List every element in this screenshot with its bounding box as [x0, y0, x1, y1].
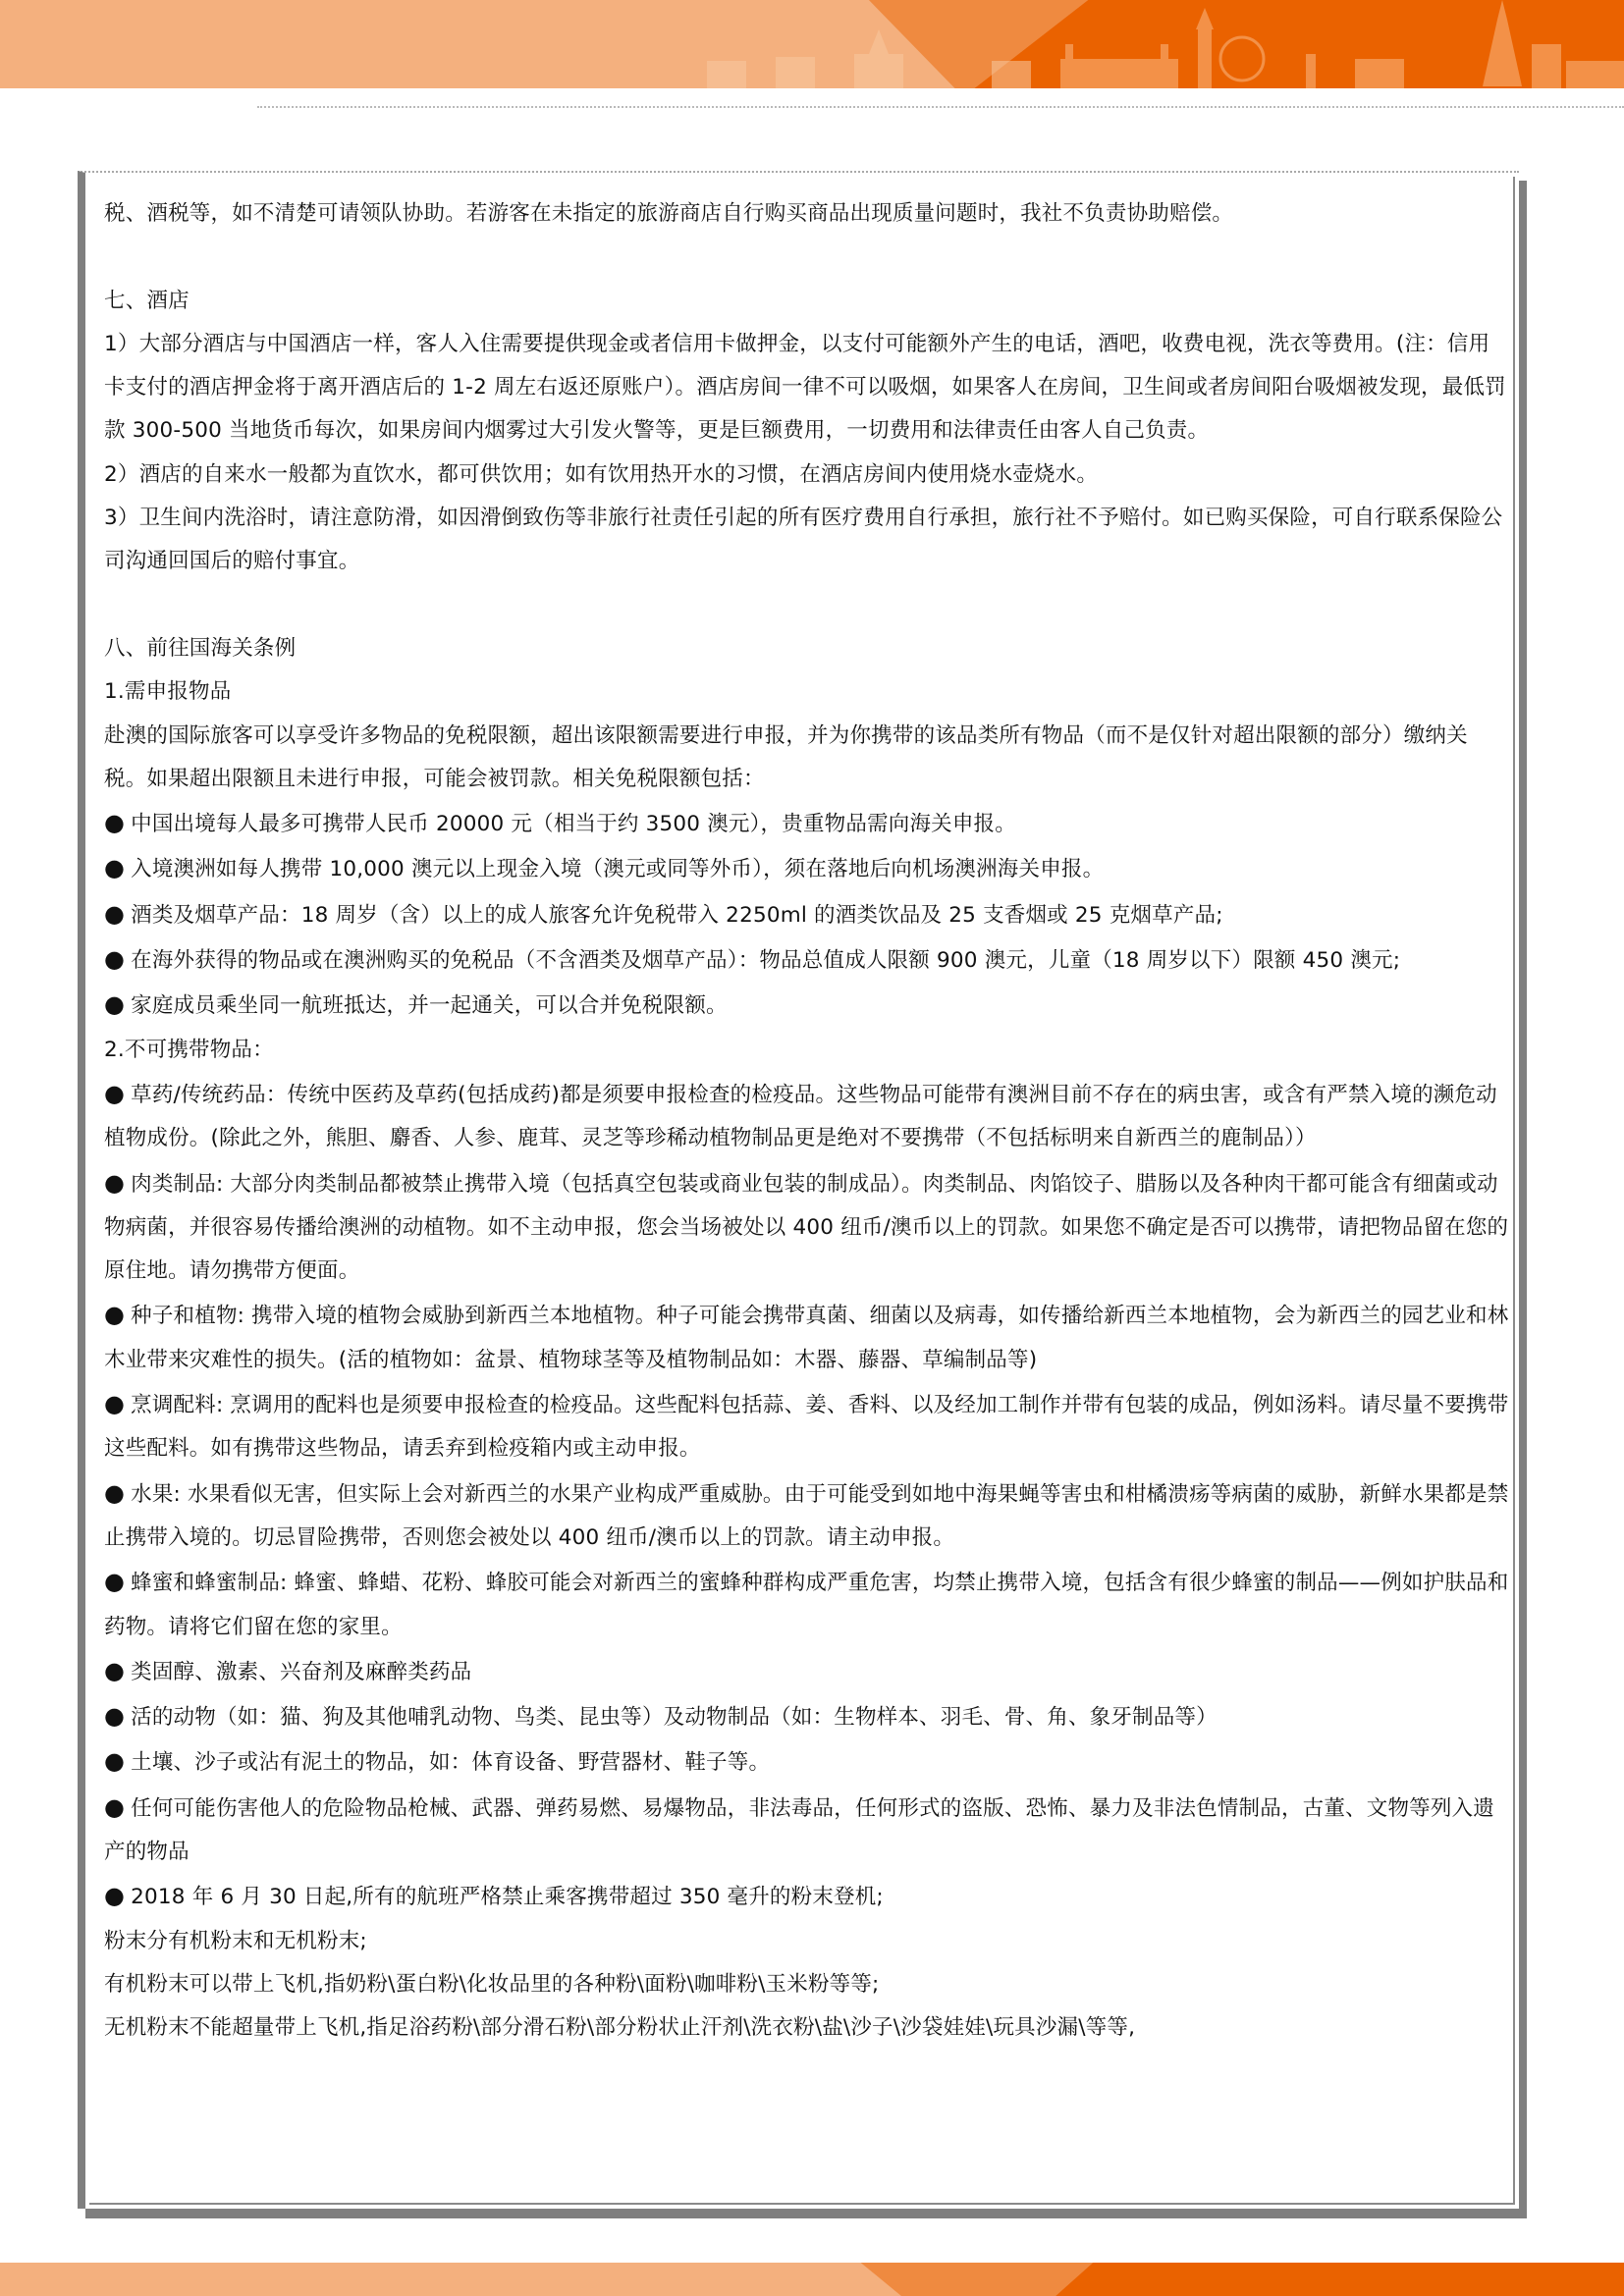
bullet-icon: ●: [104, 1478, 126, 1507]
line-text: 2）酒店的自来水一般都为直饮水，都可供饮用；如有饮用热开水的习惯，在酒店房间内使用烧水壶烧水。: [104, 461, 1099, 487]
line-text: 有机粉末可以带上飞机,指奶粉\蛋白粉\化妆品里的各种粉\面粉\咖啡粉\玉米粉等等;: [104, 1971, 880, 1997]
section-heading: [104, 280, 1510, 323]
bullet-icon: ●: [104, 809, 126, 837]
bullet-icon: ●: [104, 1656, 126, 1684]
bullet-item: [104, 1874, 1510, 1919]
line-text: 1.需申报物品: [104, 679, 232, 705]
bullet-icon: ●: [104, 1568, 126, 1596]
bullet-item: [104, 1739, 1510, 1785]
line-text: 中国出境每人最多可携带人民币 20000 元（相当于约 3500 澳元），贵重物品需向海关申报。: [131, 812, 1016, 837]
bullet-icon: ●: [104, 1747, 126, 1776]
bullet-item: [104, 983, 1510, 1028]
paragraph: [104, 670, 1510, 714]
header-banner: [0, 0, 1624, 88]
bullet-item: [104, 1161, 1510, 1294]
line-text: 土壤、沙子或沾有泥土的物品，如：体育设备、野营器材、鞋子等。: [131, 1750, 771, 1776]
bullet-item: [104, 1786, 1510, 1875]
section-heading: [104, 627, 1510, 670]
line-text: 肉类制品: 大部分肉类制品都被禁止携带入境（包括真空包装或商业包装的制成品）。肉类制品、肉馅饺子、腊肠以及各种肉干都可能含有细菌或动物病菌，并很容易传播给澳洲的动植物。如不主动申报，您会当场被处以 400 纽币/澳币以上的罚款。如果您不确定是否可以携带，请把物品留在您的原住地。请勿携带方便面。: [104, 1171, 1509, 1284]
bullet-icon: ●: [104, 1882, 126, 1910]
line-text: 家庭成员乘坐同一航班抵达，并一起通关，可以合并免税限额。: [131, 993, 728, 1019]
paragraph: [104, 1963, 1510, 2006]
line-text: 种子和植物: 携带入境的植物会威胁到新西兰本地植物。种子可能会携带真菌、细菌以及病毒，如传播给新西兰本地植物，会为新西兰的园艺业和林木业带来灾难性的损失。(活的植物如：盆景、植物球茎等及植物制品如：木器、藤器、草编制品等): [104, 1304, 1509, 1372]
line-text: 类固醇、激素、兴奋剂及麻醉类药品: [131, 1659, 472, 1684]
bullet-item: [104, 1694, 1510, 1739]
bullet-item: [104, 937, 1510, 983]
line-text: 税、酒税等，如不清楚可请领队协助。若游客在未指定的旅游商店自行购买商品出现质量问题时，我社不负责协助赔偿。: [104, 201, 1234, 226]
content-frame: [78, 171, 1519, 2209]
line-text: 无机粉末不能超量带上飞机,指足浴药粉\部分滑石粉\部分粉状止汗剂\洗衣粉\盐\沙子\沙袋娃娃\玩具沙漏\等等,: [104, 2015, 1136, 2041]
line-text: 任何可能伤害他人的危险物品枪械、武器、弹药易燃、易爆物品，非法毒品，任何形式的盗版、恐怖、暴力及非法色情制品，古董、文物等列入遗产的物品: [104, 1795, 1494, 1864]
line-text: 七、酒店: [104, 288, 189, 313]
footer-banner: [0, 2263, 1624, 2296]
line-text: 赴澳的国际旅客可以享受许多物品的免税限额，超出该限额需要进行申报，并为你携带的该品类所有物品（而不是仅针对超出限额的部分）缴纳关税。如果超出限额且未进行申报，可能会被罚款。相关免税限额包括：: [104, 722, 1468, 791]
bullet-icon: ●: [104, 854, 126, 882]
line-text: 粉末分有机粉末和无机粉末;: [104, 1928, 367, 1953]
bullet-item: [104, 1560, 1510, 1649]
city-skyline-icon: [0, 0, 1624, 88]
paragraph: [104, 192, 1510, 236]
bullet-icon: ●: [104, 899, 126, 928]
bullet-icon: ●: [104, 1168, 126, 1197]
footer-stripe-dark: [0, 2263, 1624, 2296]
bullet-icon: ●: [104, 1301, 126, 1329]
document-body: [104, 192, 1510, 2050]
paragraph: [104, 497, 1510, 584]
line-text: 八、前往国海关条例: [104, 635, 297, 661]
bullet-item: [104, 801, 1510, 846]
bullet-icon: ●: [104, 1390, 126, 1418]
line-text: 活的动物（如：猫、狗及其他哺乳动物、鸟类、昆虫等）及动物制品（如：生物样本、羽毛、骨、角、象牙制品等）: [131, 1705, 1218, 1731]
paragraph: [104, 715, 1510, 802]
paragraph: [104, 323, 1510, 454]
line-text: 2.不可携带物品：: [104, 1037, 274, 1062]
bullet-item: [104, 1471, 1510, 1561]
blank-line: [104, 236, 1510, 279]
bullet-icon: ●: [104, 945, 126, 974]
paragraph: [104, 454, 1510, 497]
bullet-item: [104, 846, 1510, 891]
bullet-icon: ●: [104, 990, 126, 1019]
line-text: 入境澳洲如每人携带 10,000 澳元以上现金入境（澳元或同等外币），须在落地后向机场澳洲海关申报。: [131, 857, 1105, 882]
bullet-icon: ●: [104, 1079, 126, 1107]
bullet-item: [104, 892, 1510, 937]
bullet-item: [104, 1072, 1510, 1161]
header-divider: [257, 106, 1624, 111]
bullet-item: [104, 1293, 1510, 1382]
line-text: 烹调配料: 烹调用的配料也是须要申报检查的检疫品。这些配料包括蒜、姜、香料、以及经加工制作并带有包装的成品，例如汤料。请尽量不要携带这些配料。如有携带这些物品，请丢弃到检疫箱内或主动申报。: [104, 1393, 1509, 1462]
line-text: 3）卫生间内洗浴时，请注意防滑，如因滑倒致伤等非旅行社责任引起的所有医疗费用自行承担，旅行社不予赔付。如已购买保险，可自行联系保险公司沟通回国后的赔付事宜。: [104, 506, 1503, 574]
line-text: 在海外获得的物品或在澳洲购买的免税品（不含酒类及烟草产品）：物品总值成人限额 900 澳元，儿童（18 周岁以下）限额 450 澳元;: [131, 948, 1401, 974]
paragraph: [104, 1029, 1510, 1072]
line-text: 1）大部分酒店与中国酒店一样，客人入住需要提供现金或者信用卡做押金，以支付可能额外产生的电话，酒吧，收费电视，洗衣等费用。(注：信用卡支付的酒店押金将于离开酒店后的 1-2 周左右返还原账户）。酒店房间一律不可以吸烟，如果客人在房间，卫生间或者房间阳台吸烟被发现，最低罚款 300-500 当地货币每次，如果房间内烟雾过大引发火警等，更是巨额费用，一切费用和法律责任由客人自己负责。: [104, 331, 1506, 444]
bullet-item: [104, 1649, 1510, 1694]
blank-line: [104, 584, 1510, 627]
bullet-item: [104, 1382, 1510, 1471]
line-text: 2018 年 6 月 30 日起,所有的航班严格禁止乘客携带超过 350 毫升的粉末登机;: [131, 1885, 884, 1910]
line-text: 蜂蜜和蜂蜜制品: 蜂蜜、蜂蜡、花粉、蜂胶可能会对新西兰的蜜蜂种群构成严重危害，均禁止携带入境，包括含有很少蜂蜜的制品——例如护肤品和药物。请将它们留在您的家里。: [104, 1571, 1509, 1639]
paragraph: [104, 1920, 1510, 1963]
line-text: 水果: 水果看似无害，但实际上会对新西兰的水果产业构成严重威胁。由于可能受到如地中海果蝇等害虫和柑橘溃疡等病菌的威胁，新鲜水果都是禁止携带入境的。切忌冒险携带，否则您会被处以 400 纽币/澳币以上的罚款。请主动申报。: [104, 1481, 1509, 1550]
bullet-icon: ●: [104, 1702, 126, 1731]
line-text: 草药/传统药品：传统中医药及草药(包括成药)都是须要申报检查的检疫品。这些物品可能带有澳洲目前不存在的病虫害，或含有严禁入境的濒危动植物成份。(除此之外，熊胆、麝香、人参、鹿茸、灵芝等珍稀动植物制品更是绝对不要携带（不包括标明来自新西兰的鹿制品））: [104, 1082, 1497, 1151]
paragraph: [104, 2006, 1510, 2050]
bullet-icon: ●: [104, 1792, 126, 1821]
line-text: 酒类及烟草产品：18 周岁（含）以上的成人旅客允许免税带入 2250ml 的酒类饮品及 25 支香烟或 25 克烟草产品;: [131, 902, 1223, 928]
